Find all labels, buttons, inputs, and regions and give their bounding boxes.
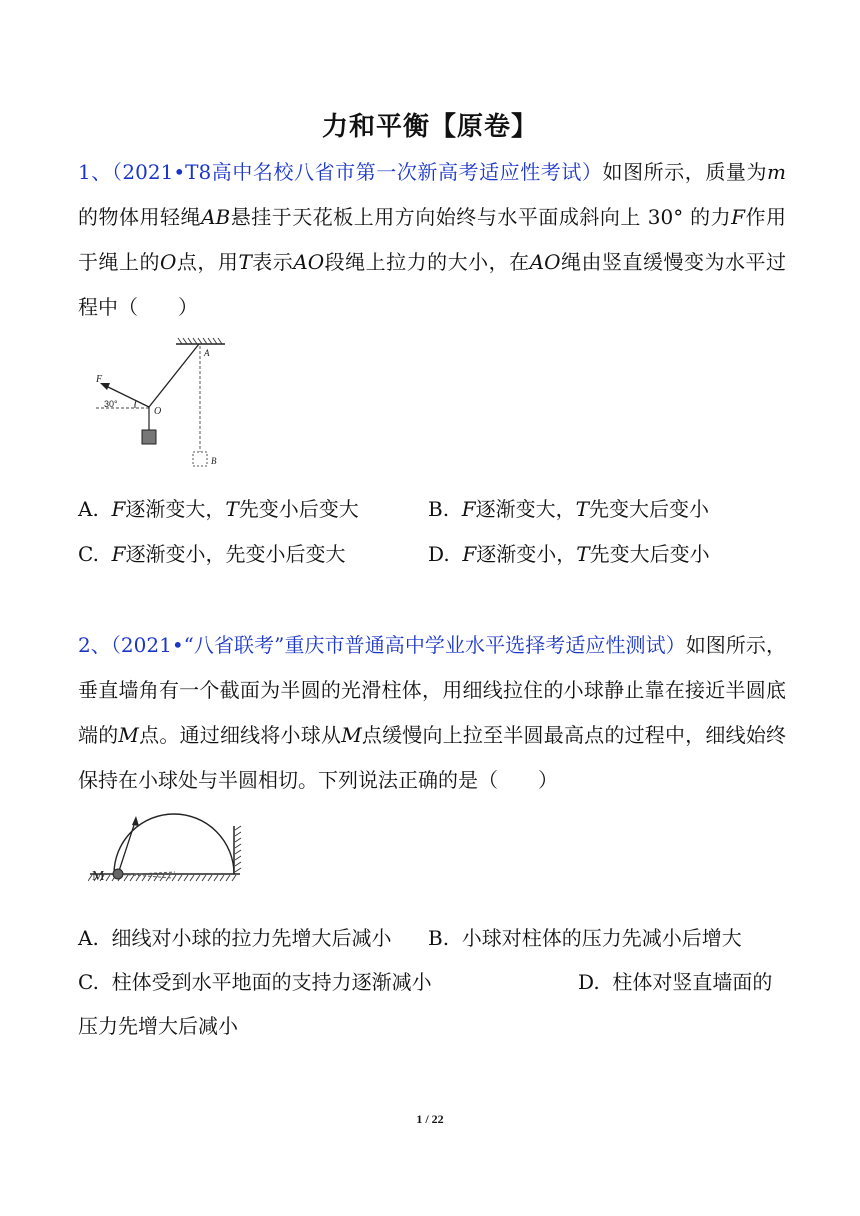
q2-option-b	[428, 923, 742, 953]
option-text: 逐渐变小，先变小后变大	[125, 542, 346, 566]
q1-var-f: F	[731, 205, 745, 229]
q2-option-a	[78, 923, 392, 953]
question-1-source: （2021•T8高中名校八省市第一次新高考适应性考试）	[111, 160, 603, 184]
q1-option-d	[428, 539, 710, 569]
q1-option-a	[78, 494, 359, 524]
question-2-stem	[78, 623, 786, 803]
option-var: T	[576, 542, 590, 566]
option-prefix: B.	[428, 497, 450, 521]
figure-label-a: A	[204, 348, 210, 358]
q1-text: 表示	[251, 250, 294, 274]
figure-label-angle: 30°	[104, 399, 118, 409]
q1-text: 点，用	[176, 250, 239, 274]
q1-text: 如图所示，质量为	[602, 160, 768, 184]
q2-var-m: M	[118, 723, 139, 747]
q2-var-m: M	[341, 723, 362, 747]
option-text: 逐渐变大，	[475, 497, 576, 521]
q1-var-ao: AO	[529, 250, 561, 274]
option-text: 先变大后变小	[589, 497, 710, 521]
option-text: 逐渐变小，	[476, 542, 577, 566]
option-var: T	[225, 497, 239, 521]
q2-option-d	[578, 967, 772, 997]
option-text: 先变大后变小	[589, 542, 710, 566]
option-var: F	[461, 497, 476, 521]
option-text: 逐渐变大，	[125, 497, 226, 521]
q1-option-b	[428, 494, 709, 524]
q1-text: 绳由竖直缓慢变为水平过程中（ ）	[78, 250, 787, 319]
option-text: 细线对小球的拉力先增大后减小	[111, 926, 392, 950]
option-prefix: C.	[78, 970, 99, 994]
question-1-figure	[90, 336, 240, 471]
option-text: 小球对柱体的压力先减小后增大	[461, 926, 742, 950]
option-var: F	[111, 542, 126, 566]
option-prefix: C.	[78, 542, 99, 566]
q1-var-ao: AO	[293, 250, 325, 274]
option-prefix: A.	[78, 926, 99, 950]
page-title: 力和平衡【原卷】	[321, 112, 538, 142]
figure-label-o: O	[154, 406, 162, 417]
option-var: F	[111, 497, 126, 521]
q2-text: 如图所示，垂直墙角有一个截面为半圆的光滑柱体，用细线拉住的小球静止靠在接近半圆底端的	[78, 633, 786, 747]
q1-var-t: T	[238, 250, 252, 274]
figure-label-m: M	[92, 869, 105, 884]
q1-option-c	[78, 539, 346, 569]
question-2-source: （2021•“八省联考”重庆市普通高中学业水平选择考适应性测试）	[110, 633, 686, 657]
question-2-number: 2、	[78, 633, 111, 657]
figure-label-f: F	[96, 374, 103, 385]
option-var: T	[575, 497, 590, 521]
question-2-figure	[88, 808, 248, 884]
question-1-stem	[78, 150, 786, 330]
q2-text: 点。通过细线将小球从	[138, 723, 342, 747]
q1-var-ab: AB	[201, 205, 231, 229]
option-prefix: A.	[78, 497, 99, 521]
option-prefix: D.	[428, 542, 450, 566]
option-text: 柱体受到水平地面的支持力逐渐减小	[111, 970, 432, 994]
page-number: 1 / 22	[416, 1112, 444, 1126]
q1-text: 悬挂于天花板上用方向始终与水平面成斜向上 30° 的力	[230, 205, 732, 229]
q1-text: 的物体用轻绳	[78, 205, 202, 229]
q1-text: 作用于绳上的	[78, 205, 787, 274]
q1-text: 段绳上拉力的大小，在	[324, 250, 530, 274]
q1-var-m: m	[767, 160, 786, 184]
q2-option-d-continued: 压力先增大后减小	[78, 1014, 238, 1038]
figure-label-b: B	[211, 456, 217, 466]
option-prefix: B.	[428, 926, 450, 950]
option-text: 先变小后变大	[238, 497, 359, 521]
option-text: 柱体对竖直墙面的	[612, 970, 773, 994]
q2-text: 点缓慢向上拉至半圆最高点的过程中，细线始终保持在小球处与半圆相切。下列说法正确的是（ ）	[78, 723, 787, 792]
q1-var-o: O	[160, 250, 177, 274]
option-prefix: D.	[578, 970, 600, 994]
question-1-number: 1、	[78, 160, 112, 184]
option-var: F	[462, 542, 477, 566]
q2-option-c	[78, 967, 432, 997]
